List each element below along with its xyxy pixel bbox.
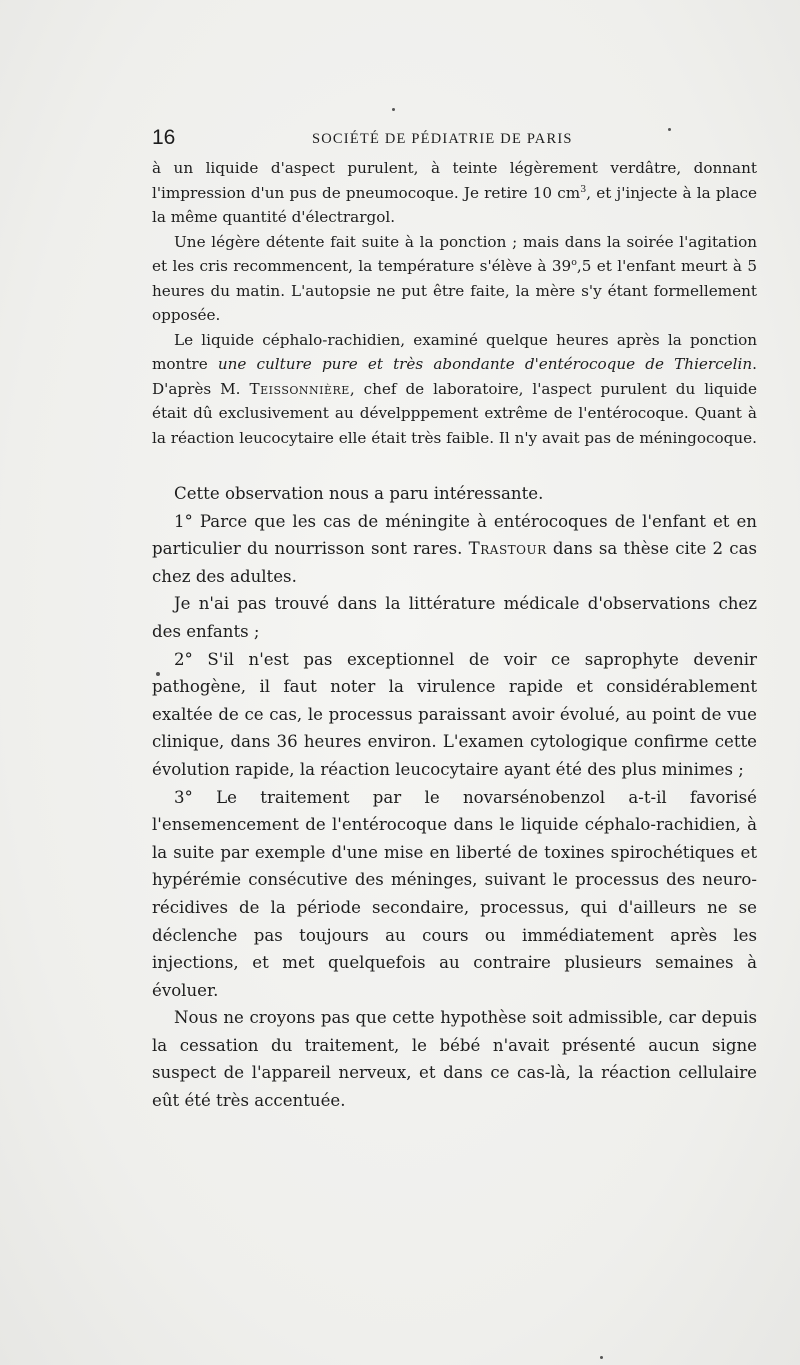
running-head: [152, 126, 642, 150]
paragraph-point-3: 3° Le traitement par le novarsénobenzol a-t-il favorisé l'ensemencement de l'entérocoque dans le liquide céphalo-rachidien, à la suite par exemple d'une mise en liberté de toxines spirochétiques et hypérémie consécutive des méninges, suivant le processus des neuro-récidives de la période secondaire, processus, qui d'ailleurs ne se déclenche pas toujours au cours ou immédiatement après les injections, et met quelquefois au contraire plusieurs semaines à évoluer.: [152, 787, 757, 1000]
print-speck: [156, 672, 160, 676]
paragraph-case-continuation: à un liquide d'aspect purulent, à teinte légèrement verdâtre, donnant l'impression d'un pus de pneumocoque. Je retire 10 $cm^3$, et j'injecte à la place la même quantité d'électrargol.: [152, 159, 757, 226]
culture-result: une culture pure et très abondante d'entérocoque de Thiercelin: [217, 355, 753, 373]
journal-title: SOCIÉTÉ DE PÉDIATRIE DE PARIS: [312, 131, 573, 147]
paragraph-point-1: 1° Parce que les cas de méningite à entérocoques de l'enfant et en particulier du nourrisson sont rares. Trastour dans sa thèse cite 2 cas chez des adultes.: [152, 511, 757, 586]
author-name-teissonniere: Teissonnière: [249, 379, 350, 398]
print-speck: [392, 108, 395, 111]
page-number: 16: [152, 126, 176, 149]
paragraph-outcome: Une légère détente fait suite à la ponction ; mais dans la soirée l'agitation et les cris recommencent, la température s'élève à 39$^o$,5 et l'enfant meurt à 5 heures du matin. L'autopsie ne put être faite, la mère s'y étant formellement opposée.: [152, 232, 757, 324]
print-speck: [600, 1356, 603, 1359]
discussion-text: [152, 480, 757, 1115]
paragraph-point-1-continued: Je n'ai pas trouvé dans la littérature médicale d'observations chez des enfants ;: [152, 594, 757, 641]
paragraph-intro: Cette observation nous a paru intéressante.: [174, 484, 544, 503]
print-speck: [668, 128, 671, 131]
paragraph-csf-findings: Le liquide céphalo-rachidien, examiné quelque heures après la ponction montre une culture pure et très abondante d'entérocoque de Thiercelin. D'après M. Teissonnière, chef de laboratoire, l'aspect purulent du liquide était dû exclusivement au dévelpppement extrême de l'entérocoque. Quant à la réaction leucocytaire elle était très faible. Il n'y avait pas de méningocoque.: [152, 330, 758, 447]
case-report-text: [152, 156, 757, 450]
paragraph-conclusion: Nous ne croyons pas que cette hypothèse soit admissible, car depuis la cessation du traitement, le bébé n'avait présenté aucun signe suspect de l'appareil nerveux, et dans ce cas-là, la réaction cellulaire eût été très accentuée.: [152, 1008, 757, 1111]
paragraph-point-2: 2° S'il n'est pas exceptionnel de voir ce saprophyte devenir pathogène, il faut noter la virulence rapide et considérablement exaltée de ce cas, le processus paraissant avoir évolué, au point de vue clinique, dans 36 heures environ. L'examen cytologique confirme cette évolution rapide, la réaction leucocytaire ayant été des plus minimes ;: [152, 649, 757, 779]
author-name-trastour: Trastour: [468, 539, 547, 559]
